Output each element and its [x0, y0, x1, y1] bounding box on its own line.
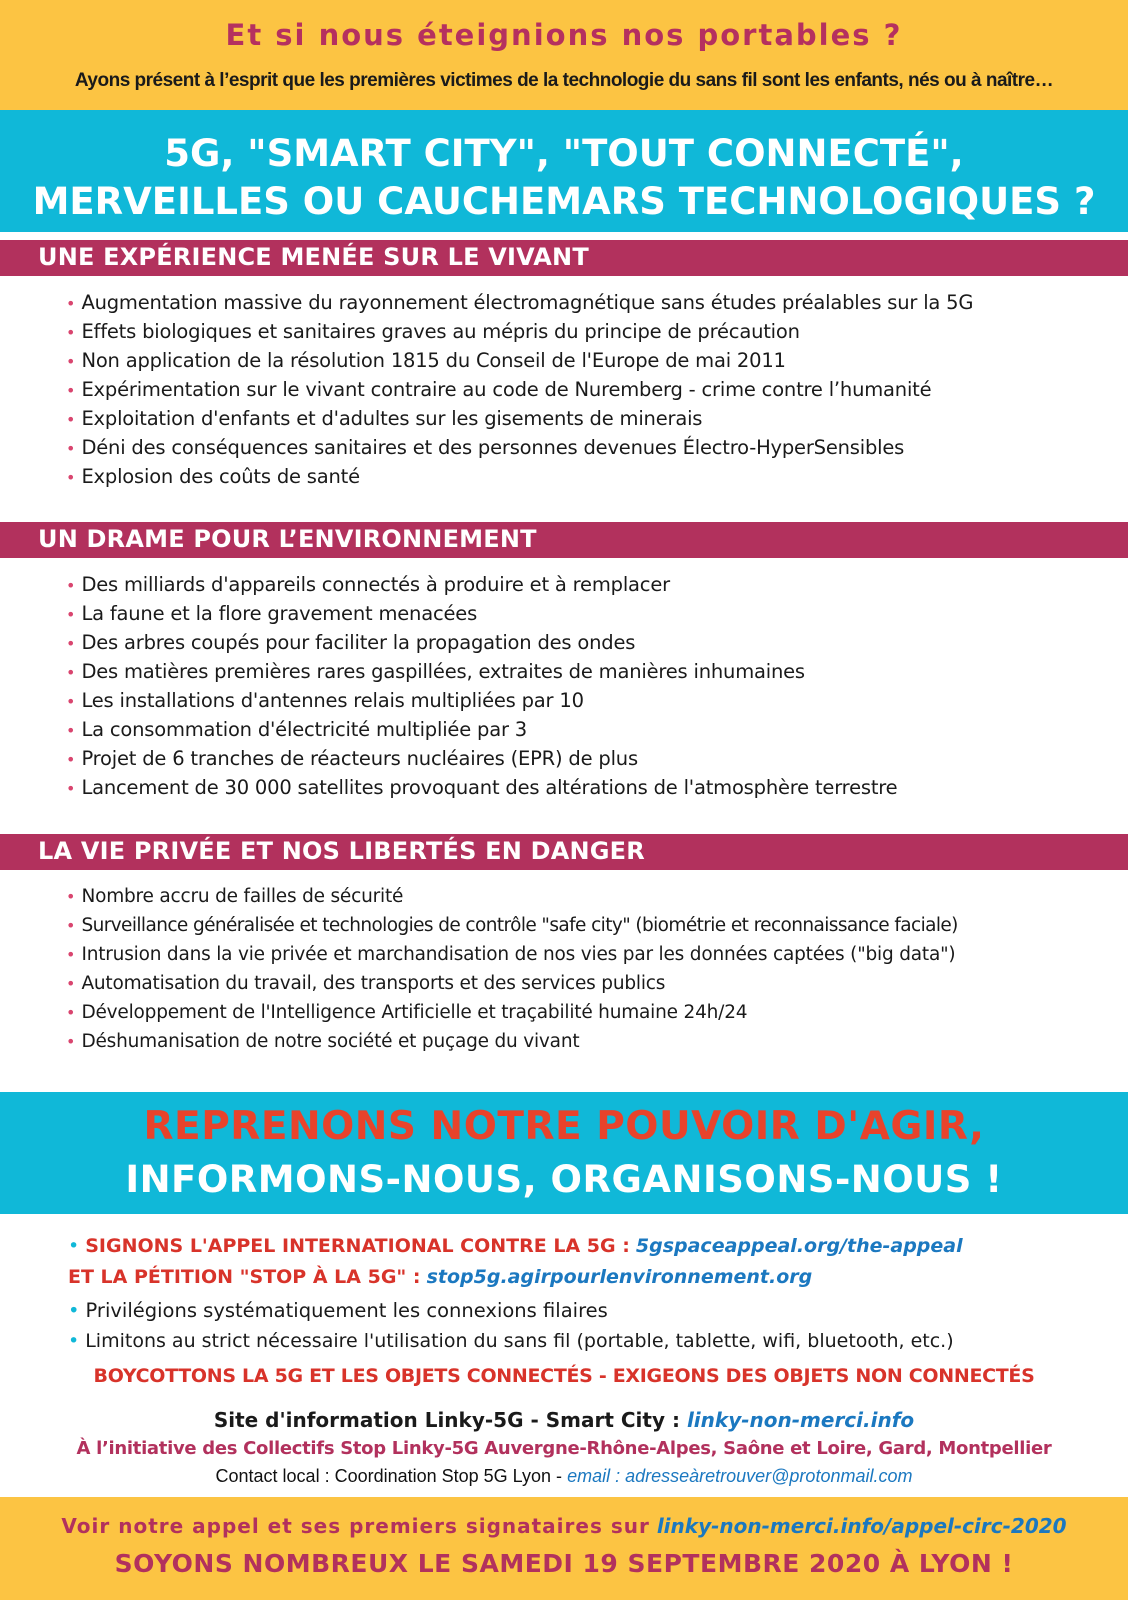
bullet-icon: • — [66, 887, 76, 906]
list-item: • Non application de la résolution 1815 du Conseil de l'Europe de mai 2011 — [66, 349, 786, 372]
site-line — [0, 1408, 1128, 1432]
appeal-link[interactable]: 5gspaceappeal.org/the-appeal — [635, 1235, 963, 1257]
list-item: • Explosion des coûts de santé — [66, 465, 360, 488]
list-item: • Surveillance généralisée et technologies de contrôle "safe city" (biométrie et reconnaissance faciale) — [66, 915, 958, 936]
list-item: • Exploitation d'enfants et d'adultes sur les gisements de minerais — [66, 407, 703, 430]
appeal-footer-text: Voir notre appel et ses premiers signataires sur — [61, 1514, 650, 1538]
list-item: • Des arbres coupés pour faciliter la propagation des ondes — [66, 631, 636, 654]
initiative-text: À l’initiative des Collectifs Stop Linky-5G Auvergne-Rhône-Alpes, Saône et Loire, Gard, Montpellier — [76, 1438, 1052, 1459]
list-item: • Automatisation du travail, des transports et des services publics — [66, 973, 666, 994]
subtagline: Ayons présent à l’esprit que les premières victimes de la technologie du sans fil sont les enfants, nés ou à naître… — [74, 70, 1054, 91]
wireless-line — [68, 1330, 954, 1352]
bullet-icon: • — [66, 692, 76, 711]
contact-label: Contact local : Coordination Stop 5G Lyon - — [215, 1466, 563, 1486]
list-item: • La faune et la flore gravement menacées — [66, 602, 478, 625]
bullet-icon: • — [66, 634, 76, 653]
bullet-icon: • — [68, 1235, 80, 1257]
wired-text: Privilégions systématiquement les connexions filaires — [85, 1299, 608, 1322]
list-item: • Déshumanisation de notre société et puçage du vivant — [66, 1031, 580, 1052]
site-link[interactable]: linky-non-merci.info — [686, 1408, 915, 1432]
section-header-vivant — [0, 240, 1128, 276]
appeal-footer-link[interactable]: linky-non-merci.info/appel-circ-2020 — [656, 1514, 1067, 1538]
bullet-icon: • — [66, 779, 76, 798]
main-title-line1: 5G, "SMART CITY", "TOUT CONNECTÉ", — [164, 132, 964, 175]
bullet-icon: • — [66, 605, 76, 624]
section-title: LA VIE PRIVÉE ET NOS LIBERTÉS EN DANGER — [38, 837, 645, 865]
section-title: UN DRAME POUR L’ENVIRONNEMENT — [38, 525, 537, 553]
bullet-icon: • — [66, 410, 76, 429]
list-item: • Intrusion dans la vie privée et marchandisation de nos vies par les données captées ("big data") — [66, 944, 956, 965]
list-vivant — [66, 288, 973, 491]
appeal-footer-line — [0, 1514, 1128, 1538]
list-item: • La consommation d'électricité multipliée par 3 — [66, 718, 527, 741]
list-libertes — [66, 882, 958, 1056]
bullet-icon: • — [66, 352, 76, 371]
bullet-icon: • — [66, 663, 76, 682]
contact-email[interactable]: email : adresseàretrouver@protonmail.com — [567, 1466, 913, 1486]
appeal-line — [68, 1235, 963, 1257]
bullet-icon: • — [66, 468, 76, 487]
bullet-icon: • — [66, 576, 76, 595]
petition-label: ET LA PÉTITION "STOP À LA 5G" : — [68, 1266, 421, 1288]
site-label: Site d'information Linky-5G - Smart City : — [213, 1408, 680, 1432]
cta-title-line1: REPRENONS NOTRE POUVOIR D'AGIR, — [143, 1104, 985, 1149]
wired-line — [68, 1299, 608, 1322]
bullet-icon: • — [68, 1299, 80, 1322]
bullet-icon: • — [66, 294, 76, 313]
bullet-icon: • — [68, 1330, 80, 1352]
event-date-line: SOYONS NOMBREUX LE SAMEDI 19 SEPTEMBRE 2020 À LYON ! — [114, 1549, 1014, 1578]
list-item: • Augmentation massive du rayonnement électromagnétique sans études préalables sur la 5G — [66, 291, 974, 314]
appeal-label: SIGNONS L'APPEL INTERNATIONAL CONTRE LA 5G : — [85, 1235, 630, 1257]
list-item: • Les installations d'antennes relais multipliées par 10 — [66, 689, 584, 712]
bullet-icon: • — [66, 381, 76, 400]
petition-link[interactable]: stop5g.agirpourlenvironnement.org — [426, 1266, 813, 1288]
section-header-environnement — [0, 522, 1128, 558]
cta-title-line2: INFORMONS-NOUS, ORGANISONS-NOUS ! — [125, 1158, 1003, 1201]
bullet-icon: • — [66, 439, 76, 458]
list-item: • Déni des conséquences sanitaires et des personnes devenues Électro-HyperSensibles — [66, 436, 905, 459]
bullet-icon: • — [66, 1032, 76, 1051]
bullet-icon: • — [66, 750, 76, 769]
bullet-icon: • — [66, 323, 76, 342]
list-item: • Lancement de 30 000 satellites provoquant des altérations de l'atmosphère terrestre — [66, 776, 898, 799]
bullet-icon: • — [66, 945, 76, 964]
boycott-text: BOYCOTTONS LA 5G ET LES OBJETS CONNECTÉS - EXIGEONS DES OBJETS NON CONNECTÉS — [93, 1365, 1035, 1387]
list-environnement — [66, 570, 897, 802]
bullet-icon: • — [66, 1003, 76, 1022]
list-item: • Expérimentation sur le vivant contraire au code de Nuremberg - crime contre l’humanité — [66, 378, 932, 401]
list-item: • Effets biologiques et sanitaires graves au mépris du principe de précaution — [66, 320, 800, 343]
list-item: • Des milliards d'appareils connectés à produire et à remplacer — [66, 573, 670, 596]
section-header-libertes — [0, 834, 1128, 870]
list-item: • Projet de 6 tranches de réacteurs nucléaires (EPR) de plus — [66, 747, 638, 770]
bullet-icon: • — [66, 916, 76, 935]
petition-line — [68, 1266, 812, 1288]
bullet-icon: • — [66, 974, 76, 993]
list-item: • Des matières premières rares gaspillées, extraites de manières inhumaines — [66, 660, 805, 683]
wireless-text: Limitons au strict nécessaire l'utilisation du sans fil (portable, tablette, wifi, bluetooth, etc.) — [85, 1330, 954, 1352]
tagline: Et si nous éteignions nos portables ? — [225, 18, 903, 52]
top-banner — [0, 0, 1128, 110]
main-title-line2: MERVEILLES OU CAUCHEMARS TECHNOLOGIQUES ? — [32, 180, 1096, 223]
main-title — [0, 130, 1128, 226]
list-item: • Développement de l'Intelligence Artificielle et traçabilité humaine 24h/24 — [66, 1002, 748, 1023]
contact-line — [0, 1466, 1128, 1487]
section-title: UNE EXPÉRIENCE MENÉE SUR LE VIVANT — [38, 243, 589, 271]
bullet-icon: • — [66, 721, 76, 740]
list-item: • Nombre accru de failles de sécurité — [66, 886, 404, 907]
